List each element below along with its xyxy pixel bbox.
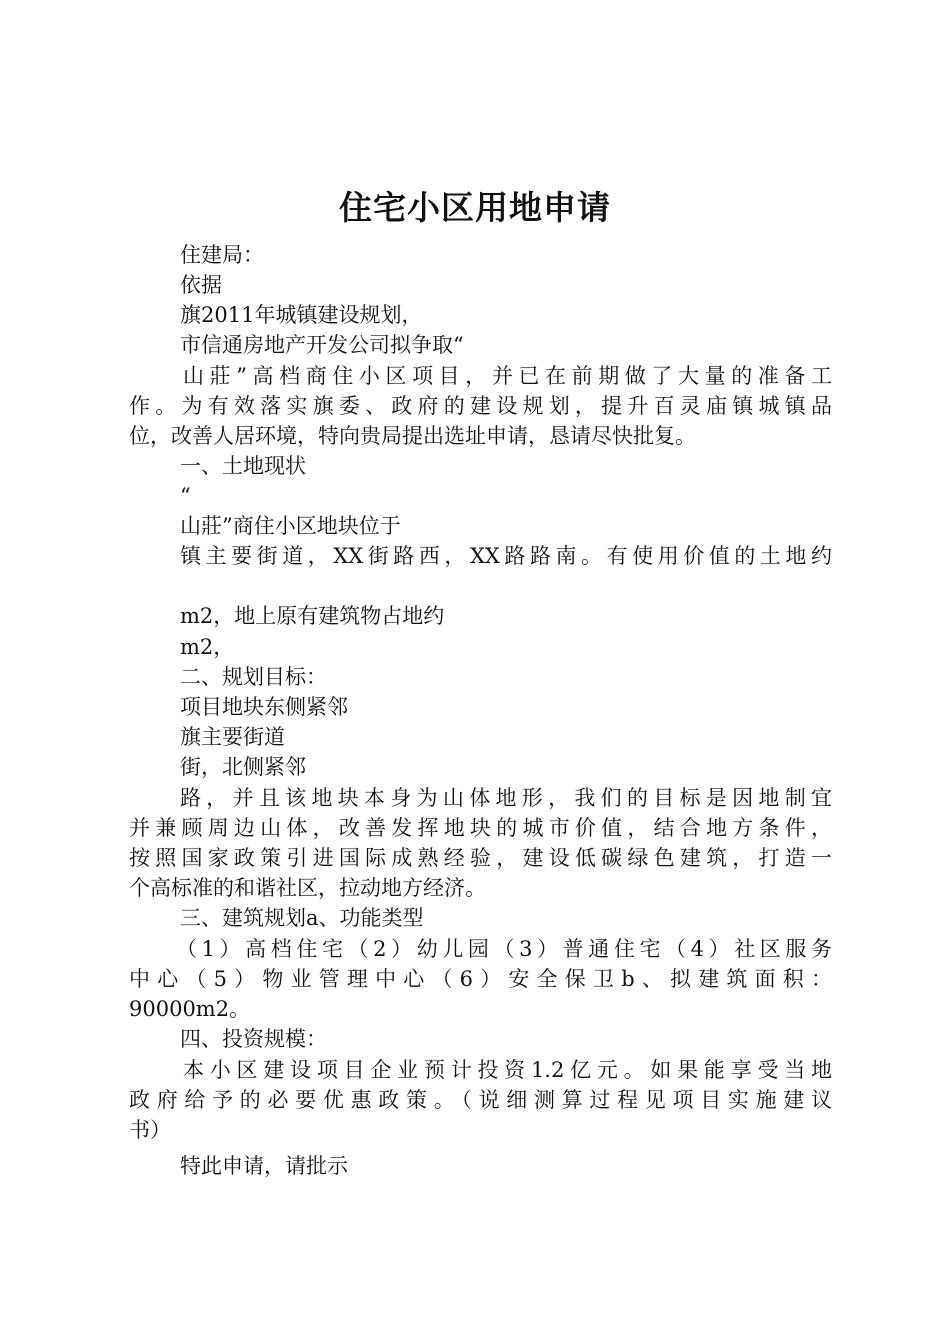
- body-line: 并兼顾周边山体，改善发挥地块的城市价值，结合地方条件，: [129, 816, 832, 840]
- body-line: 路，并且该地块本身为山体地形，我们的目标是因地制宜: [180, 786, 832, 810]
- body-line: 项目地块东侧紧邻: [180, 695, 348, 719]
- body-line: 政府给予的必要优惠政策。（说细测算过程见项目实施建议: [129, 1088, 832, 1112]
- body-line: 个高标准的和谐社区，拉动地方经济。: [129, 876, 486, 900]
- body-line: 山莊”商住小区地块位于: [180, 514, 401, 538]
- section-heading: 三、建筑规划a、功能类型: [180, 906, 424, 930]
- body-line: m2，: [180, 635, 235, 659]
- body-line: 依据: [180, 273, 222, 297]
- body-line: 山莊”高档商住小区项目，并已在前期做了大量的准备工: [183, 364, 832, 388]
- body-line: 中心（5）物业管理中心（6）安全保卫b、拟建筑面积：: [129, 967, 832, 991]
- body-line: “: [180, 484, 191, 508]
- section-heading: 一、土地现状: [180, 454, 306, 478]
- body-line: m2，地上原有建筑物占地约: [180, 604, 445, 628]
- body-line: 镇主要街道，XX街路西，XX路路南。有使用价值的土地约: [180, 544, 832, 568]
- body-line: 90000m2。: [129, 997, 251, 1021]
- body-line: 位，改善人居环境，特向贵局提出选址申请，恳请尽快批复。: [129, 424, 696, 448]
- closing-line: 特此申请，请批示: [180, 1154, 348, 1178]
- body-line: 市信通房地产开发公司拟争取“: [180, 333, 464, 357]
- body-line: 本小区建设项目企业预计投资1.2亿元。如果能享受当地: [183, 1058, 832, 1082]
- body-line: 旗2011年城镇建设规划，: [180, 303, 423, 327]
- body-line: 街，北侧紧邻: [180, 755, 306, 779]
- document-title: 住宅小区用地申请: [339, 188, 611, 227]
- body-line: 书）: [129, 1118, 171, 1142]
- section-heading: 四、投资规模：: [180, 1027, 327, 1051]
- addressee-line: 住建局：: [180, 243, 264, 267]
- body-line: （1）高档住宅（2）幼儿园（3）普通住宅（4）社区服务: [176, 937, 832, 961]
- body-line: 旗主要街道: [180, 725, 285, 749]
- section-heading: 二、规划目标：: [180, 665, 327, 689]
- body-line: 作。为有效落实旗委、政府的建设规划，提升百灵庙镇城镇品: [129, 394, 832, 418]
- body-line: 按照国家政策引进国际成熟经验，建设低碳绿色建筑，打造一: [129, 846, 832, 870]
